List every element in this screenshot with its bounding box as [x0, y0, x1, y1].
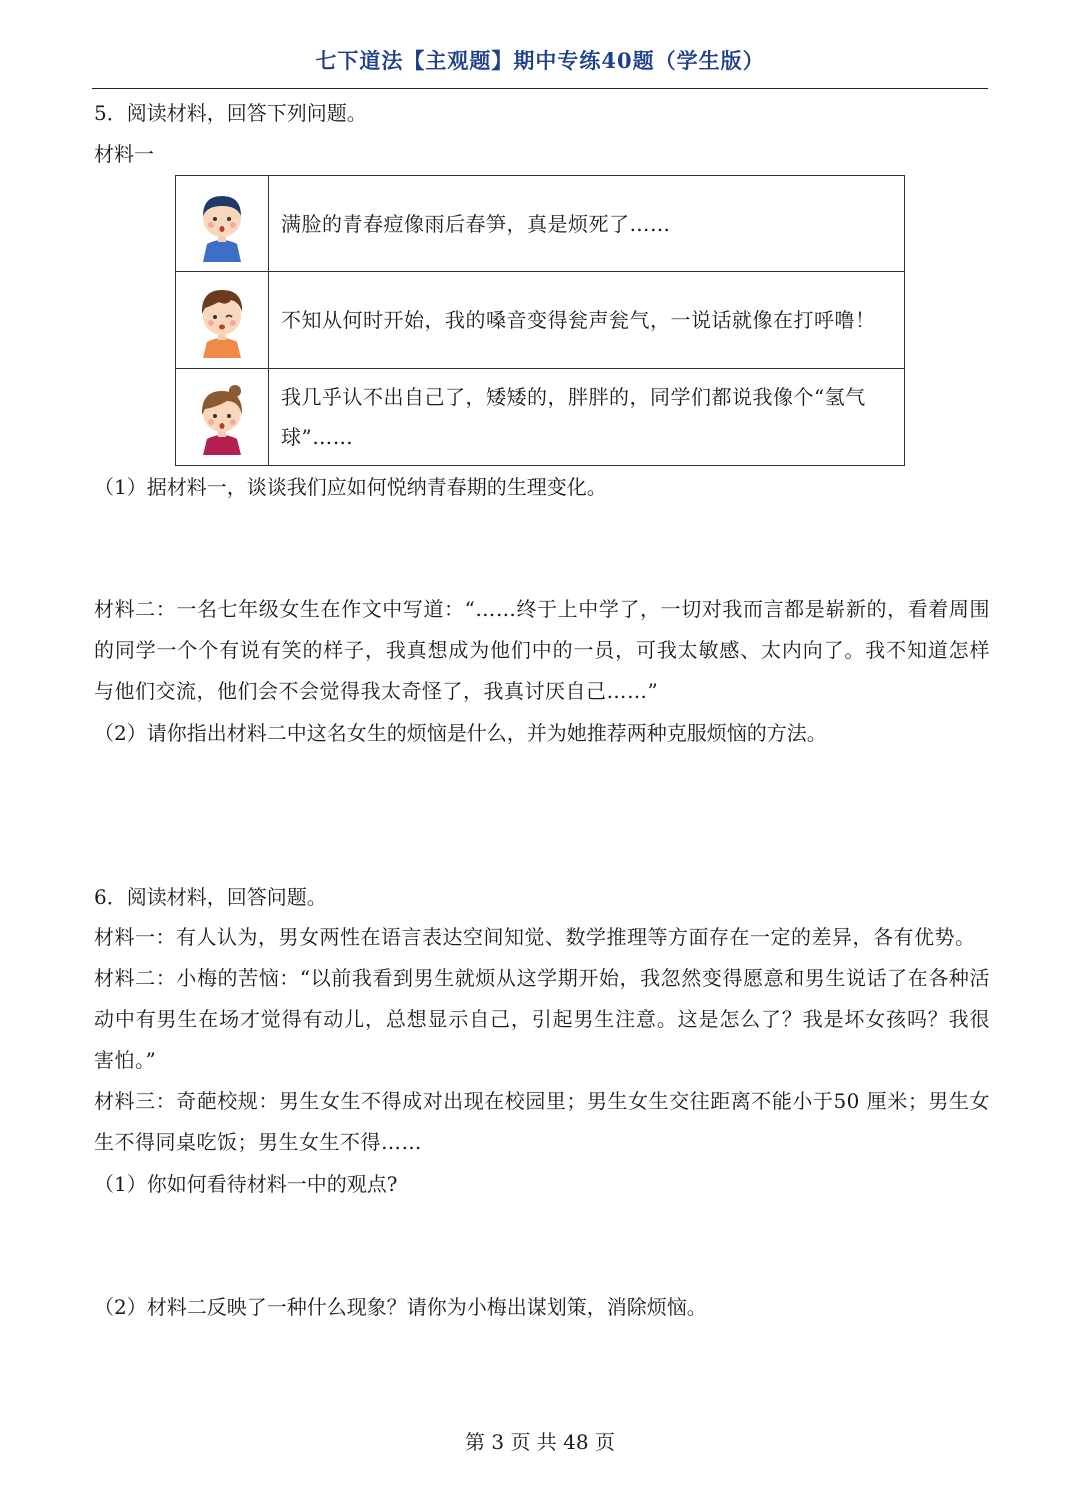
material-1-label: 材料一	[94, 142, 154, 166]
question-6-sub-2: （2）材料二反映了一种什么现象？请你为小梅出谋划策，消除烦恼。	[94, 1295, 707, 1319]
table-row	[176, 272, 905, 369]
question-5-stem: 5．阅读材料，回答下列问题。	[94, 101, 367, 125]
page-number: 第 3 页 共 48 页	[465, 1430, 615, 1454]
question-5-sub-2: （2）请你指出材料二中这名女生的烦恼是什么，并为她推荐两种克服烦恼的方法。	[94, 721, 827, 745]
question-5-material-2: 材料二：一名七年级女生在作文中写道：“……终于上中学了，一切对我而言都是崭新的，看着周围的同学一个个有说有笑的样子，我真想成为他们中的一员，可我太敏感、太内向了。我不知道怎样与他们交流，他们会不会觉得我太奇怪了，我真讨厌自己……”	[94, 597, 990, 703]
question-6-sub-1: （1）你如何看待材料一中的观点?	[94, 1172, 398, 1196]
avatar	[176, 176, 269, 272]
document-title: 七下道法【主观题】期中专练40题（学生版）	[315, 48, 765, 73]
material-text: 满脸的青春痘像雨后春笋，真是烦死了……	[269, 176, 905, 272]
material-text: 我几乎认不出自己了，矮矮的，胖胖的，同学们都说我像个“氢气球”……	[269, 369, 905, 466]
question-6-material-3: 材料三：奇葩校规：男生女生不得成对出现在校园里；男生女生交往距离不能小于50 厘米；男生女生不得同桌吃饭；男生女生不得……	[94, 1089, 990, 1154]
table-row	[176, 176, 905, 272]
table-row	[176, 369, 905, 466]
question-6-material-1: 材料一：有人认为，男女两性在语言表达空间知觉、数学推理等方面存在一定的差异，各有优势。	[94, 925, 976, 949]
page-header	[92, 44, 988, 89]
material-table	[175, 175, 905, 466]
question-5-sub-1: （1）据材料一，谈谈我们应如何悦纳青春期的生理变化。	[94, 475, 607, 499]
question-6-stem: 6．阅读材料，回答问题。	[94, 885, 327, 909]
material-text: 不知从何时开始，我的嗓音变得瓮声瓮气，一说话就像在打呼噜！	[269, 272, 905, 369]
girl-avatar-icon	[197, 379, 247, 455]
boy-avatar-icon	[197, 186, 247, 262]
avatar	[176, 369, 269, 466]
boy-winking-avatar-icon	[197, 282, 247, 358]
avatar	[176, 272, 269, 369]
question-6-material-2: 材料二：小梅的苦恼：“以前我看到男生就烦从这学期开始，我忽然变得愿意和男生说话了在各种活动中有男生在场才觉得有动儿，总想显示自己，引起男生注意。这是怎么了？我是坏女孩吗？我很害怕。”	[94, 966, 990, 1072]
